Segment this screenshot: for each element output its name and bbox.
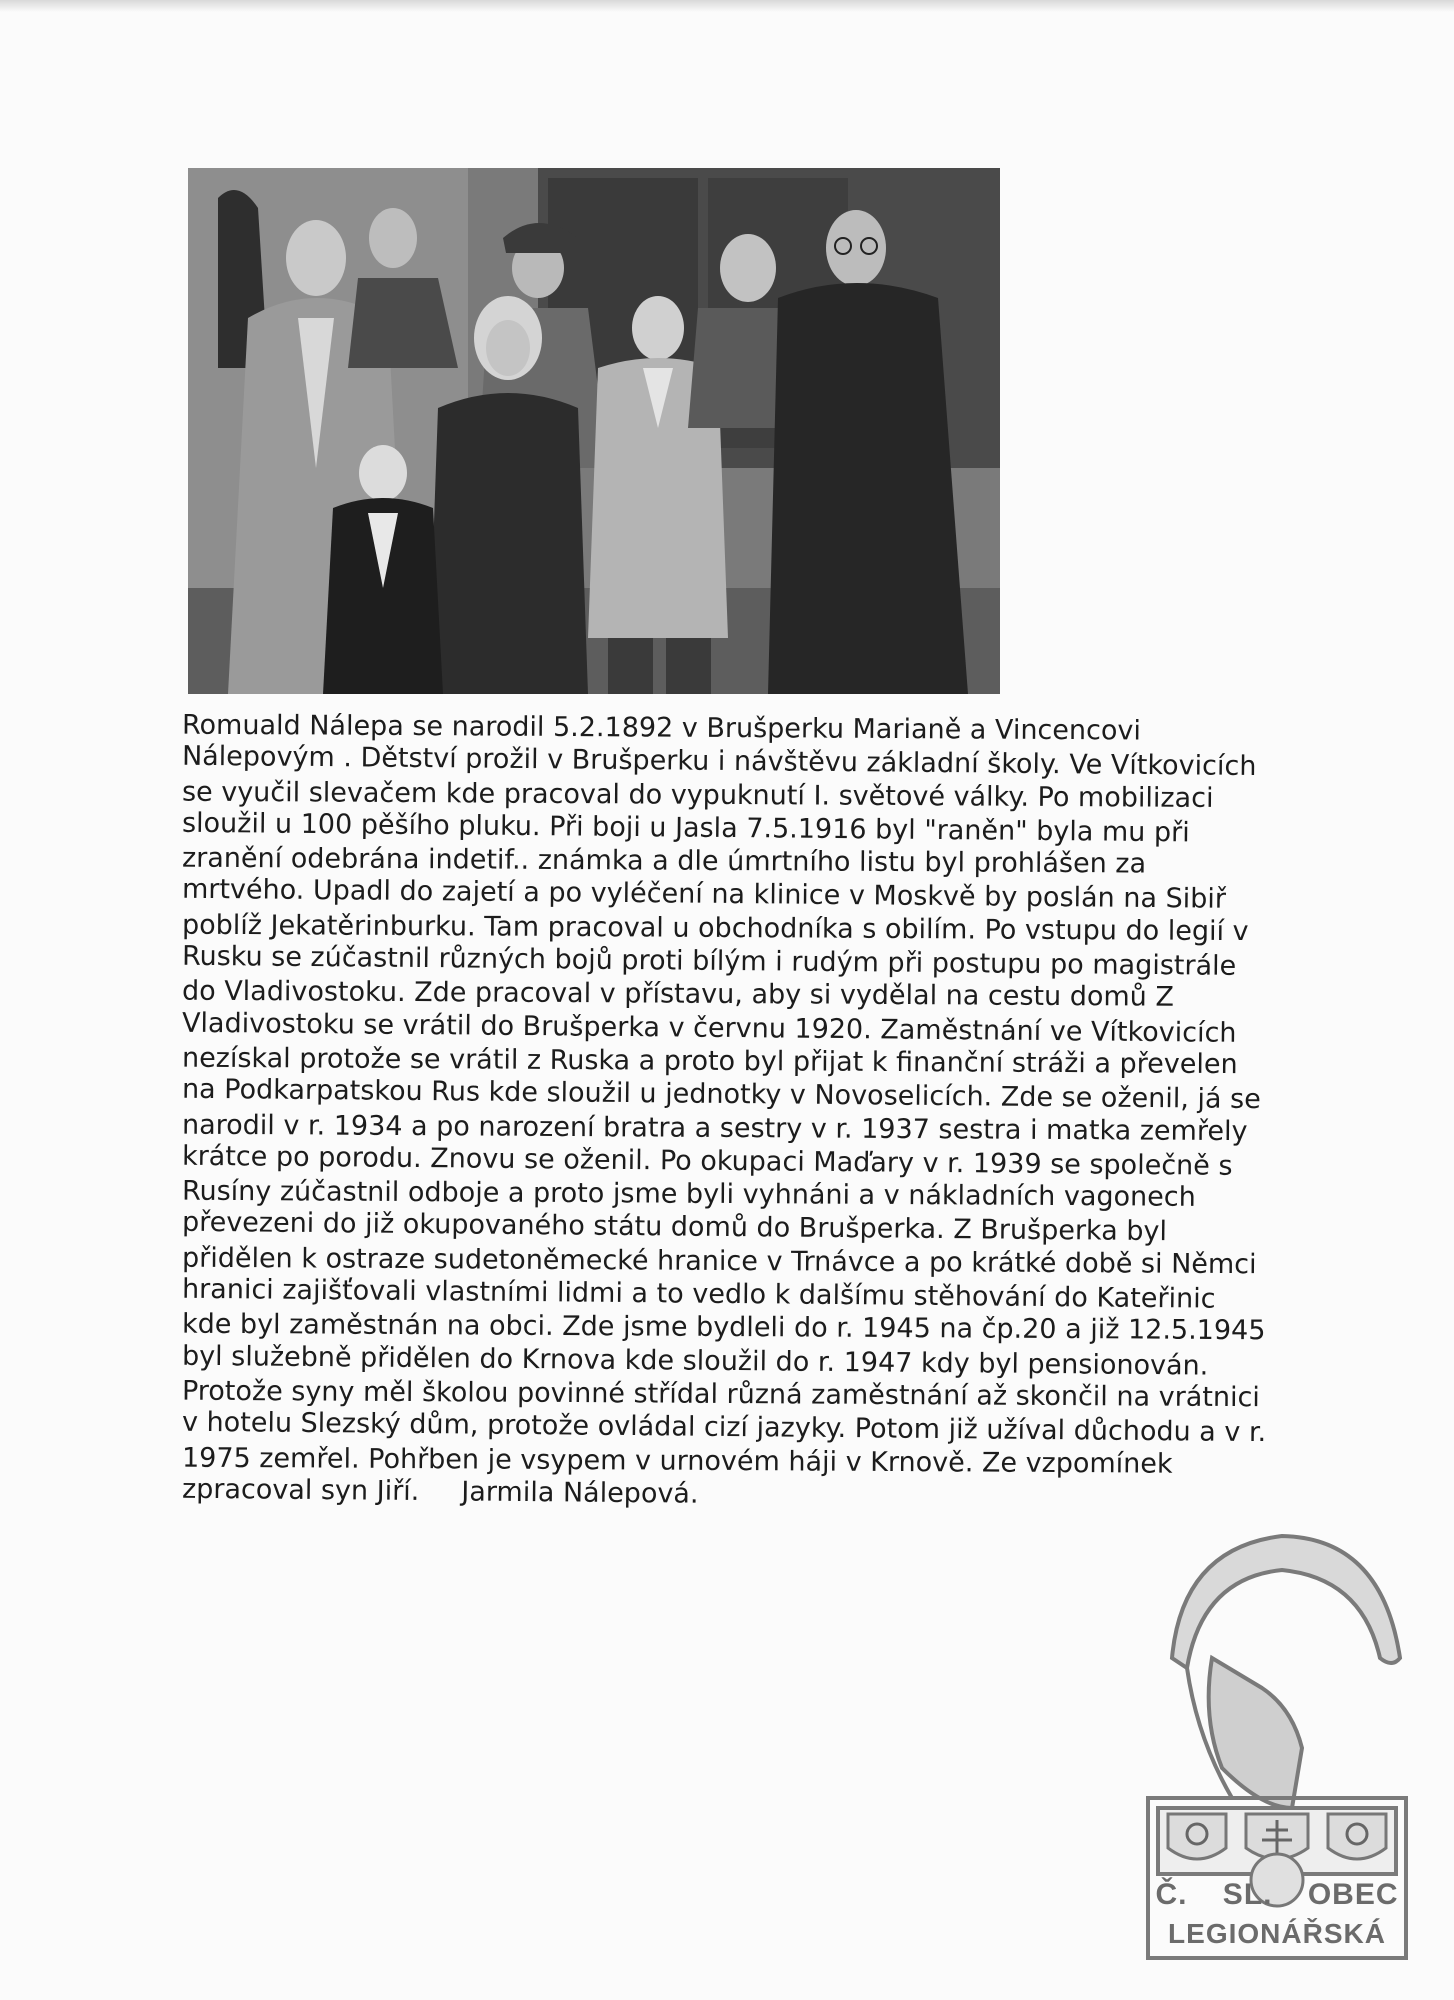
text-line: přidělen k ostraze sudetoněmecké hranice v Trnávce a po krátké době si Němci — [181, 1242, 1257, 1280]
text-line: 1975 zemřel. Pohřben je vsypem v urnovém háji v Krnově. Ze vzpomínek — [181, 1442, 1173, 1480]
text-line: nezískal protože se vrátil z Ruska a proto byl přijat k finanční stráži a převelen — [181, 1042, 1238, 1081]
text-line: narodil v r. 1934 a po narození bratra a sestry v r. 1937 sestra i matka zemřely — [181, 1109, 1248, 1147]
text-line: převezeni do již okupovaného státu domů do Brušperka. Z Brušperka byl — [181, 1207, 1168, 1248]
text-line: poblíž Jekatěrinburku. Tam pracoval u obchodníka s obilím. Po vstupu do legií v — [181, 909, 1249, 947]
text-line: Protože syny měl školou povinné střídal různá zaměstnání až skončil na vrátnici — [181, 1375, 1260, 1414]
text-line: byl služebně přidělen do Krnova kde sloužil do r. 1947 kdy byl pensionován. — [181, 1340, 1209, 1382]
closing-text: zpracoval syn Jiří. — [181, 1473, 420, 1507]
emblem-label-bottom: LEGIONÁŘSKÁ — [1168, 1918, 1386, 1949]
scan-top-edge — [0, 0, 1454, 12]
text-line: zranění odebrána indetif.. známka a dle úmrtního listu byl prohlášen za — [181, 842, 1147, 880]
emblem-label-left: Č. SL. — [1155, 1878, 1273, 1911]
text-line: kde byl zaměstnán na obci. Zde jsme bydleli do r. 1945 na čp.20 a již 12.5.1945 — [181, 1308, 1266, 1347]
family-photograph — [188, 168, 1000, 694]
text-line: do Vladivostoku. Zde pracoval v přístavu, aby si vydělal na cestu domů Z — [181, 976, 1175, 1014]
text-line: Nálepovým . Dětství prožil v Brušperku i návštěvu základní školy. Ve Vítkovicích — [181, 741, 1257, 783]
text-line: na Podkarpatskou Rus kde sloužil u jednotky v Novoselicích. Zde se oženil, já se — [181, 1073, 1261, 1116]
text-line: mrtvého. Upadl do zajetí a po vyléčení na klinice v Moskvě by poslán na Sibiř — [181, 874, 1227, 916]
text-line: hranici zajišťovali vlastními lidmi a to vedlo k dalšímu stěhování do Kateřinic — [181, 1273, 1216, 1315]
text-line: krátce po porodu. Znovu se oženil. Po okupaci Maďary v r. 1939 se společně s — [181, 1140, 1233, 1182]
text-line: Rusku se zúčastnil různých bojů proti bílým i rudým při postupu po magistrále — [181, 940, 1237, 982]
signature-name: Jarmila Nálepová. — [461, 1476, 699, 1510]
text-line: Vladivostoku se vrátil do Brušperka v červnu 1920. Zaměstnání ve Vítkovicích — [181, 1007, 1237, 1049]
text-line: v hotelu Slezský dům, protože ovládal cizí jazyky. Potom již užíval důchodu a v r. — [181, 1406, 1267, 1449]
emblem-label-top — [1150, 1878, 1404, 1912]
emblem-label-right: OBEC — [1307, 1878, 1399, 1911]
text-line: sloužil u 100 pěšího pluku. Při boji u Jasla 7.5.1916 byl "raněn" byla mu při — [181, 807, 1190, 849]
text-line: Romuald Nálepa se narodil 5.2.1892 v Brušperku Marianě a Vincencovi — [181, 709, 1141, 747]
text-line: se vyučil slevačem kde pracoval do vypuknutí I. světové války. Po mobilizaci — [181, 776, 1214, 814]
biography-text — [181, 709, 1282, 1511]
text-line: Rusíny zúčastnil odboje a proto jsme byli vyhnáni a v nákladních vagonech — [181, 1175, 1196, 1213]
